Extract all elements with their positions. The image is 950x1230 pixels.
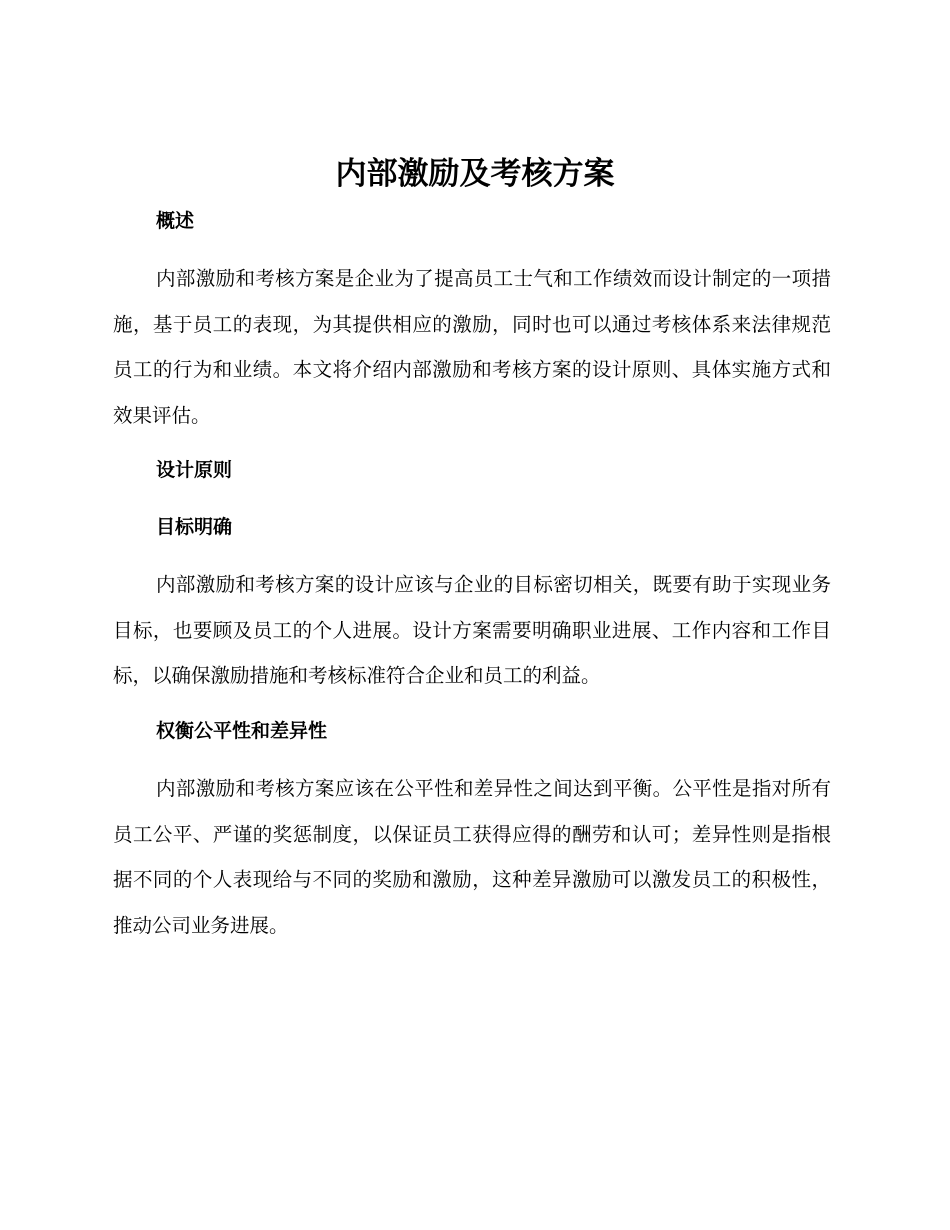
document-title: 内部激励及考核方案	[335, 156, 615, 192]
paragraph-overview: 内部激励和考核方案是企业为了提高员工士气和工作绩效而设计制定的一项措施，基于员工的表现，为其提供相应的激励，同时也可以通过考核体系来法律规范员工的行为和业绩。本文将介绍内部激励和考核方案的设计原则、具体实施方式和效果评估。	[113, 267, 831, 427]
section-heading-fairness-difference: 权衡公平性和差异性	[156, 720, 328, 742]
section-heading-overview: 概述	[156, 210, 195, 232]
paragraph-fairness-difference: 内部激励和考核方案应该在公平性和差异性之间达到平衡。公平性是指对所有员工公平、严谨的奖惩制度，以保证员工获得应得的酬劳和认可；差异性则是指根据不同的个人表现给与不同的奖励和激励，这种差异激励可以激发员工的积极性，推动公司业务进展。	[113, 777, 831, 937]
section-heading-clear-goals: 目标明确	[156, 516, 233, 538]
section-heading-design-principles: 设计原则	[156, 459, 233, 481]
paragraph-clear-goals: 内部激励和考核方案的设计应该与企业的目标密切相关，既要有助于实现业务目标，也要顾及员工的个人进展。设计方案需要明确职业进展、工作内容和工作目标，以确保激励措施和考核标准符合企业和员工的利益。	[113, 573, 831, 687]
